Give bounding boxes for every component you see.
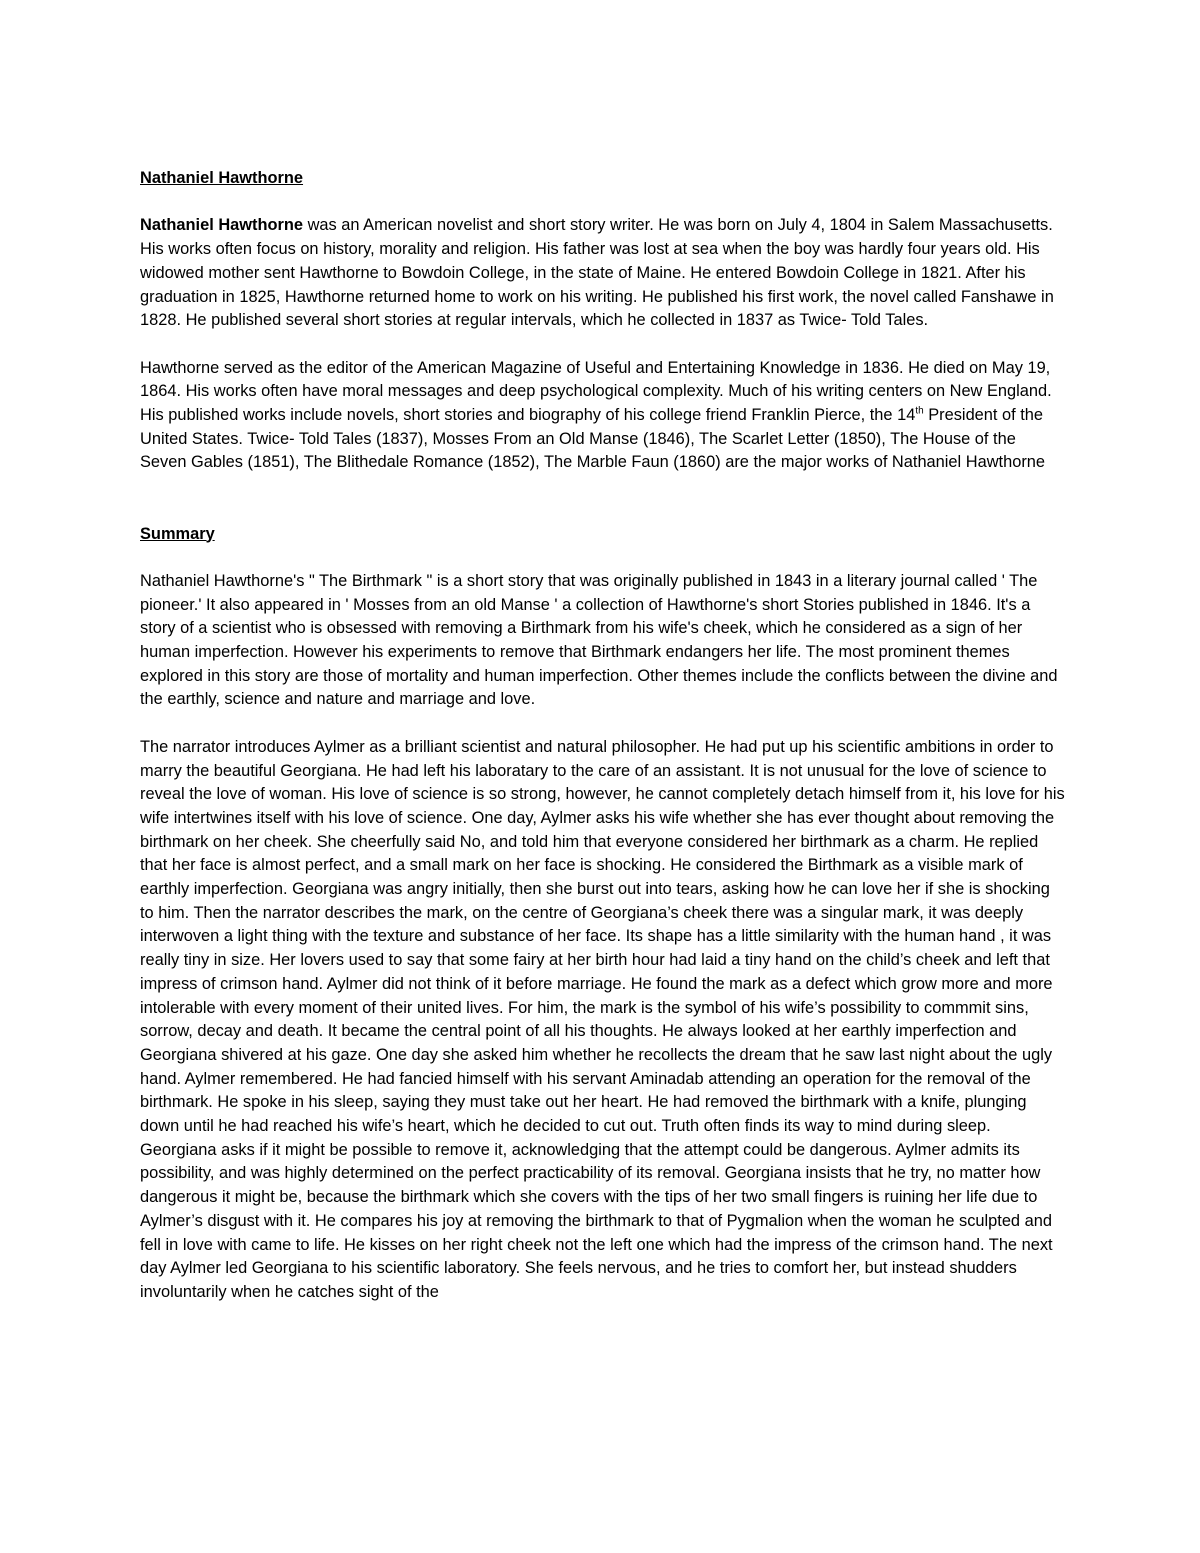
spacer [140,333,1065,357]
spacer [140,712,1065,736]
superscript-ordinal: th [915,405,924,417]
spacer [140,191,1065,215]
paragraph-summary-2: The narrator introduces Aylmer as a brilliant scientist and natural philosopher. He had put up his scientific ambitions in order to marry the beautiful Georgiana. He had left his laboratary to the care of an assistant. It is not unusual for the love of science to reveal the love of woman. His love of science is so strong, however, he cannot completely detach himself from it, his love for his wife intertwines itself with his love of science. One day, Aylmer asks his wife whether she has ever thought about removing the birthmark on her cheek. She cheerfully said No, and told him that everyone considered her birthmark as a charm. He replied that her face is almost perfect, and a small mark on her face is shocking. He considered the Birthmark as a visible mark of earthly imperfection. Georgiana was angry initially, then she burst out into tears, asking how he can love her if she is shocking to him. Then the narrator describes the mark, on the centre of Georgiana’s cheek there was a singular mark, it was deeply interwoven a light thing with the texture and substance of her face. Its shape has a little similarity with the human hand , it was really tiny in size. Her lovers used to say that some fairy at her birth hour had laid a tiny hand on the child’s cheek and left that impress of crimson hand. Aylmer did not think of it before marriage. He found the mark as a defect which grow more and more intolerable with every moment of their united lives. For him, the mark is the symbol of his wife’s possibility to commmit sins, sorrow, decay and death. It became the central point of all his thoughts. He always looked at her earthly imperfection and Georgiana shivered at his gaze. One day she asked him whether he recollects the dream that he saw last night about the ugly hand. Aylmer remembered. He had fancied himself with his servant Aminadab attending an operation for the removal of the birthmark. He spoke in his sleep, saying they must take out her heart. He had removed the birthmark with a knife, plunging down until he had reached his wife’s heart, which he decided to cut out. Truth often finds its way to mind during sleep. Georgiana asks if it might be possible to remove it, acknowledging that the attempt could be dangerous. Aylmer admits its possibility, and was highly determined on the perfect practicability of its removal. Georgiana insists that he try, no matter how dangerous it might be, because the birthmark which she covers with the tips of her two small fingers is ruining her life due to Aylmer’s disgust with it. He compares his joy at removing the birthmark to that of Pygmalion when the woman he sculpted and fell in love with came to life. He kisses on her right cheek not the left one which had the impress of the crimson hand. The next day Aylmer led Georgiana to his scientific laboratory. She feels nervous, and he tries to comfort her, but instead shudders involuntarily when he catches sight of the [140,737,1065,1301]
paragraph-biography-2 [140,357,1065,476]
section-heading-hawthorne: Nathaniel Hawthorne [140,169,304,187]
document-page [140,167,1065,1305]
paragraph-lead-bold: Nathaniel Hawthorne [140,216,304,235]
paragraph-body-text: was an American novelist and short story writer. He was born on July 4, 1804 in Salem Massachusetts. His works often focus on history, morality and religion. His father was lost at sea when the boy was hardly four years old. His widowed mother sent Hawthorne to Bowdoin College, in the state of Maine. He entered Bowdoin College in 1821. After his graduation in 1825, Hawthorne returned home to work on his writing. He published his first work, the novel called Fanshawe in 1828. He published several short stories at regular intervals, which he collected in 1837 as Twice- Told Tales. [140,216,1054,330]
section-heading-summary: Summary [140,524,215,543]
paragraph-text-part-1: Hawthorne served as the editor of the American Magazine of Useful and Entertaining Knowledge in 1836. He died on May 19, 1864. His works often have moral messages and deep psychological complexity. Much of his writing centers on New England. His published works include novels, short stories and biography of his college friend Franklin Pierce, the 14 [140,358,1052,424]
paragraph-text-part-2: President of the United States. Twice- Told Tales (1837), Mosses From an Old Manse (1846), The Scarlet Letter (1850), The House of the Seven Gables (1851), The Blithedale Romance (1852), The Marble Faun (1860) are the major works of Nathaniel Hawthorne [140,406,1046,472]
paragraph-summary-1: Nathaniel Hawthorne's " The Birthmark " is a short story that was originally published in 1843 in a literary journal called ' The pioneer.' It also appeared in ' Mosses from an old Manse ' a collection of Hawthorne's short Stories published in 1846. It's a story of a scientist who is obsessed with removing a Birthmark from his wife's cheek, which he considered as a sign of her human imperfection. However his experiments to remove that Birthmark endangers her life. The most prominent themes explored in this story are those of mortality and human imperfection. Other themes include the conflicts between the divine and the earthly, science and nature and marriage and love. [140,571,1058,709]
paragraph-biography-1 [140,214,1065,333]
spacer [140,546,1065,570]
spacer [140,475,1065,522]
